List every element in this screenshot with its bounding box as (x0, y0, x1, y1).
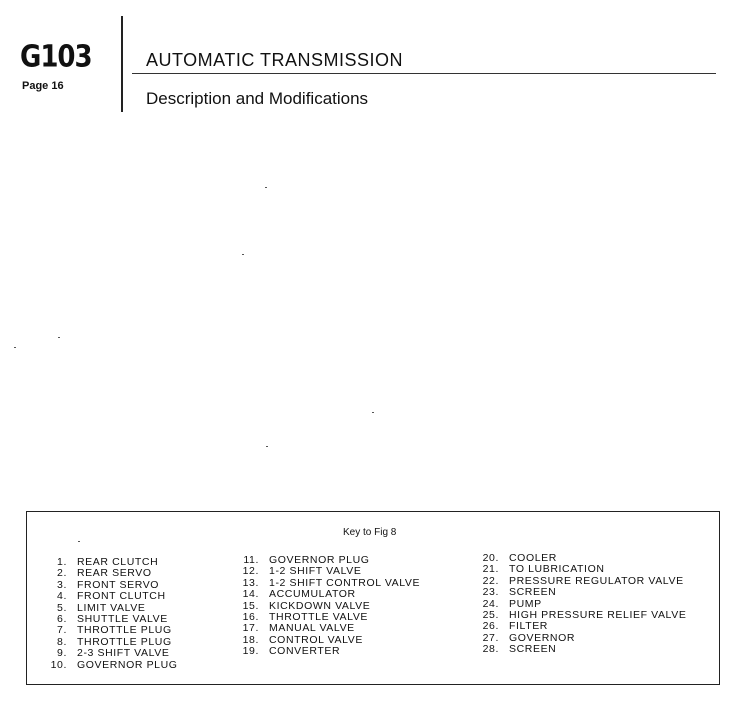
key-item-number: 12. (242, 565, 259, 578)
key-column-3 (473, 553, 686, 656)
section-title: AUTOMATIC TRANSMISSION (146, 50, 404, 70)
key-item-number: 6. (57, 612, 67, 625)
key-item (41, 660, 178, 671)
key-item-number: 14. (242, 588, 259, 601)
key-title: Key to Fig 8 (343, 527, 397, 538)
key-item-label: 1-2 SHIFT CONTROL VALVE (269, 576, 421, 589)
key-item-number: 28. (482, 643, 499, 656)
key-item-label: CONTROL VALVE (269, 633, 363, 646)
document-code: G103 (20, 40, 92, 75)
key-item-number: 18. (242, 633, 259, 646)
key-item-label: LIMIT VALVE (77, 601, 146, 614)
key-item-label: 2-3 SHIFT VALVE (77, 647, 170, 660)
key-item-number: 1. (57, 556, 67, 568)
key-item (233, 646, 420, 657)
key-item-label: HIGH PRESSURE RELIEF VALVE (509, 608, 687, 621)
scan-speck (14, 347, 16, 348)
key-item-number: 5. (57, 601, 67, 614)
key-item-number: 26. (482, 620, 499, 633)
key-item-label: 1-2 SHIFT VALVE (269, 565, 362, 578)
key-item-number: 3. (57, 578, 67, 591)
key-item-label: FILTER (509, 620, 548, 633)
key-item-number: 13. (242, 576, 259, 589)
key-item-number: 8. (57, 635, 67, 648)
key-item (41, 591, 178, 602)
key-item-label: REAR SERVO (77, 567, 152, 580)
key-item (473, 644, 686, 655)
key-item-number: 7. (57, 624, 67, 637)
header-rule (132, 73, 716, 74)
key-item-number: 27. (482, 631, 499, 644)
key-item-number: 11. (243, 554, 259, 566)
key-item-label: TO LUBRICATION (509, 563, 605, 576)
scan-speck (265, 187, 267, 188)
header-divider-vertical (121, 16, 123, 112)
key-item (41, 648, 178, 659)
key-column-2 (233, 555, 420, 658)
scan-speck (242, 254, 244, 255)
key-item (473, 633, 686, 644)
key-item-label: THROTTLE PLUG (77, 624, 172, 637)
key-item-number: 20. (482, 552, 499, 564)
scan-speck (58, 337, 60, 338)
key-item (473, 587, 686, 598)
key-item-label: ACCUMULATOR (269, 588, 356, 601)
key-item-label: PUMP (509, 597, 542, 610)
key-item-label: GOVERNOR PLUG (269, 554, 370, 566)
key-item-number: 19. (242, 645, 259, 658)
section-subtitle: Description and Modifications (146, 89, 369, 108)
scan-speck (266, 446, 268, 447)
key-item-label: THROTTLE VALVE (269, 610, 369, 623)
key-item-label: THROTTLE PLUG (77, 635, 172, 648)
key-item-label: COOLER (509, 552, 557, 564)
key-item-label: PRESSURE REGULATOR VALVE (509, 574, 684, 587)
key-item-number: 21. (482, 563, 499, 576)
key-item-number: 22. (482, 574, 499, 587)
page-number: Page 16 (22, 80, 64, 92)
key-item-label: FRONT CLUTCH (77, 590, 166, 603)
key-item-label: REAR CLUTCH (77, 556, 159, 568)
key-item (473, 621, 686, 632)
key-item-label: GOVERNOR (509, 631, 576, 644)
key-item (473, 576, 686, 587)
key-item-label: SCREEN (509, 643, 557, 656)
key-item-label: SCREEN (509, 586, 557, 599)
key-item-label: CONVERTER (269, 645, 341, 658)
key-item-number: 10. (50, 658, 67, 671)
figure-key-box (26, 511, 720, 685)
key-item (473, 610, 686, 621)
key-item-label: FRONT SERVO (77, 578, 160, 591)
key-item (233, 589, 420, 600)
key-item-number: 9. (57, 647, 67, 660)
key-item-label: MANUAL VALVE (269, 622, 355, 635)
key-item-label: SHUTTLE VALVE (77, 612, 168, 625)
key-item-number: 2. (57, 567, 67, 580)
key-item-number: 17. (242, 622, 259, 635)
key-column-1 (41, 557, 178, 671)
key-item-number: 4. (57, 590, 67, 603)
scan-speck (372, 412, 374, 413)
key-item-number: 24. (482, 597, 499, 610)
key-item-number: 15. (242, 599, 259, 612)
key-item-number: 16. (242, 610, 259, 623)
key-item-number: 25. (482, 608, 499, 621)
key-item-label: GOVERNOR PLUG (77, 658, 178, 671)
key-item-label: KICKDOWN VALVE (269, 599, 371, 612)
key-item-number: 23. (482, 586, 499, 599)
